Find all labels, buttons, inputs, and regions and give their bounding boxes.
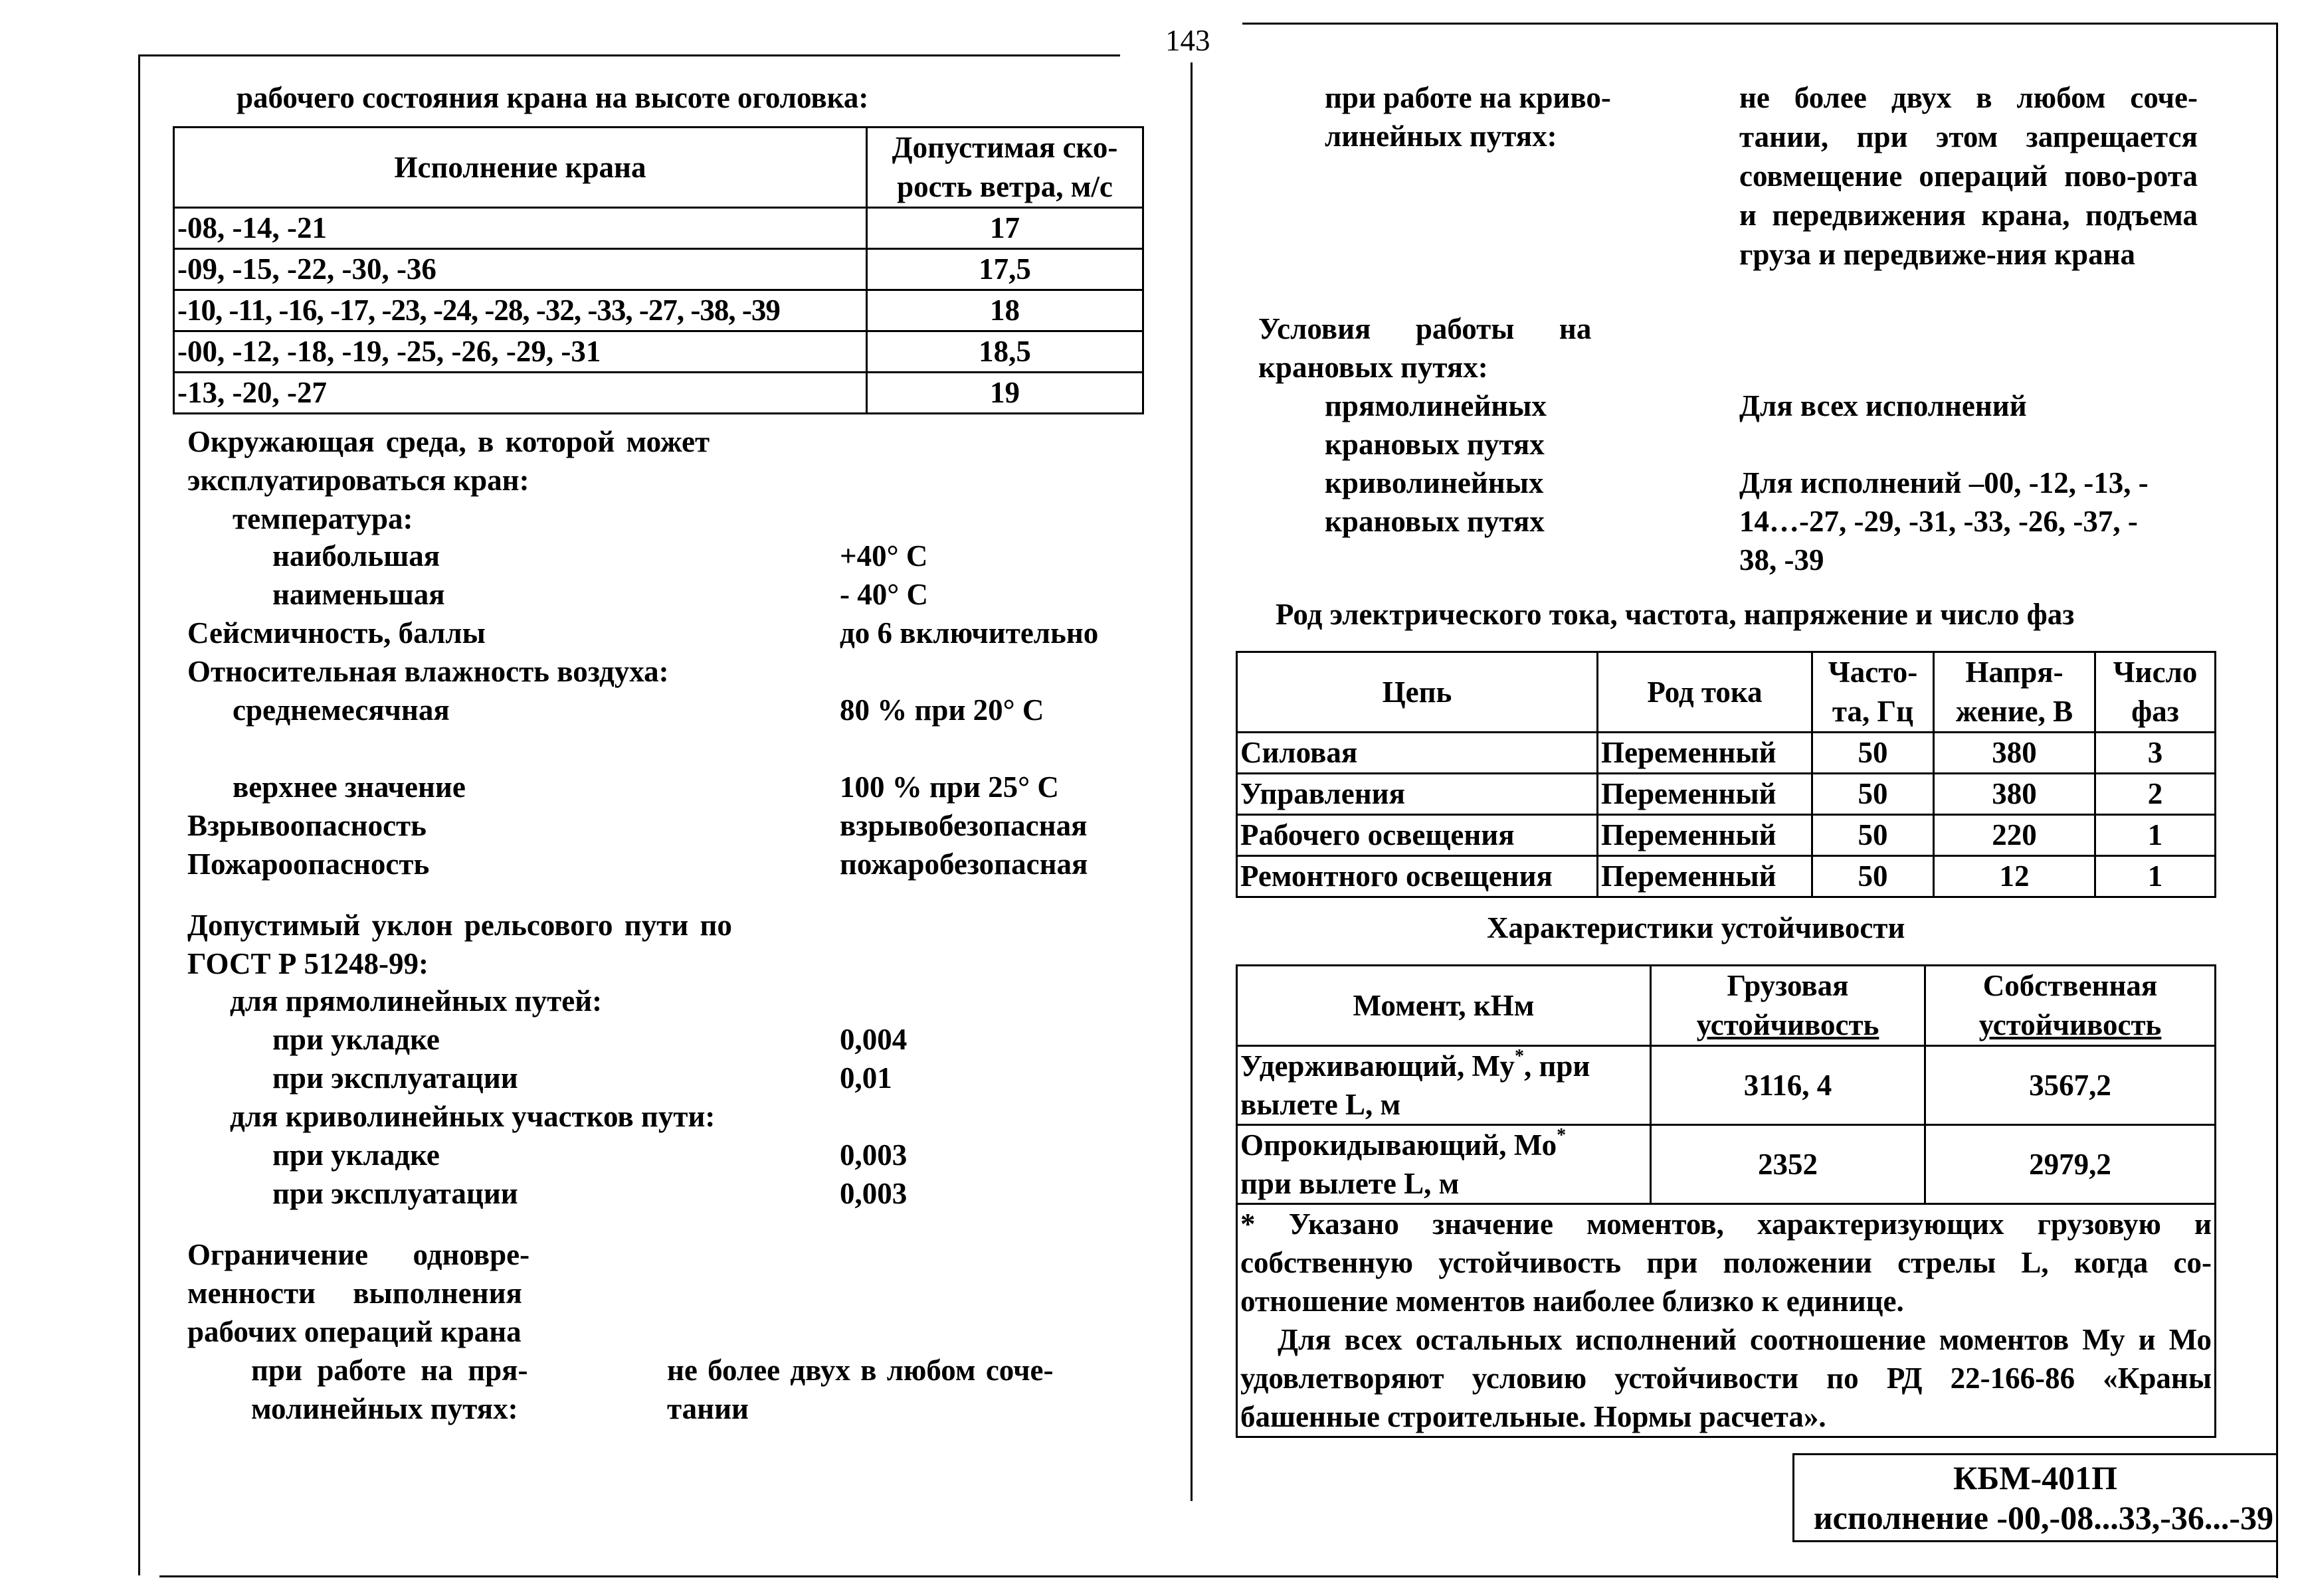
stability-header-own-2: устойчивость (1978, 1008, 2162, 1041)
straight-label: для прямолинейных путей: (230, 984, 603, 1018)
table-row (174, 331, 1143, 373)
stability-header-own-1: Собственная (1982, 969, 2158, 1002)
straight-paths-value-1: не более двух в любом соче- (667, 1354, 1054, 1387)
power-header-type: Род тока (1598, 652, 1812, 733)
overturning-own-value: 2979,2 (1925, 1125, 2216, 1204)
table-row (174, 290, 1143, 331)
power-title: Род электрического тока, частота, напряжение и число фаз (1276, 598, 2075, 631)
table-row (174, 249, 1143, 290)
retaining-moment-text: Удерживающий, Му (1240, 1049, 1515, 1083)
seismic-label: Сейсмичность, баллы (187, 616, 486, 650)
power-frequency: 50 (1812, 733, 1934, 774)
power-voltage: 220 (1934, 815, 2095, 856)
laying-1-label: при укладке (272, 1023, 440, 1056)
power-frequency: 50 (1812, 856, 1934, 897)
straight-rails-label-1: прямолинейных (1325, 389, 1547, 422)
wind-speed: 17 (867, 208, 1143, 249)
curved-rails-value-1: Для исполнений –00, -12, -13, - (1739, 466, 2149, 499)
stability-header-load (1651, 966, 1925, 1046)
operation-1-value: 0,01 (840, 1061, 892, 1095)
wind-version: -10, -11, -16, -17, -23, -24, -28, -32, -33, -27, -38, -39 (174, 290, 867, 331)
max-temp-value: +40° C (840, 539, 928, 573)
straight-paths-label-1: при работе на пря- (251, 1354, 528, 1387)
power-circuit: Управления (1237, 774, 1598, 815)
table-row (174, 208, 1143, 249)
retaining-load-value: 3116, 4 (1651, 1046, 1925, 1125)
power-voltage: 380 (1934, 774, 2095, 815)
power-voltage: 380 (1934, 733, 2095, 774)
power-phases: 2 (2095, 774, 2216, 815)
curved-rails-label-1: криволинейных (1325, 466, 1544, 499)
power-header-frequency-2: та, Гц (1832, 695, 1914, 728)
power-phases: 3 (2095, 733, 2216, 774)
conditions-label-1: Условия работы на (1258, 312, 1592, 345)
stamp-version: исполнение -00,-08...33,-36...-39 (1813, 1499, 2273, 1536)
table-row (174, 373, 1143, 414)
stability-header-load-2: устойчивость (1696, 1008, 1879, 1041)
stability-header-load-1: Грузовая (1727, 969, 1849, 1002)
straight-rails-label-2: крановых путях (1325, 428, 1545, 461)
wind-table (173, 126, 1144, 414)
wind-header-version: Исполнение крана (174, 128, 867, 208)
power-header-phases-2: фаз (2131, 695, 2179, 728)
frame-top-right (1242, 23, 2277, 25)
retaining-moment-line-1 (1240, 1047, 1643, 1085)
slope-title: Допустимый уклон рельсового пути по (187, 909, 732, 942)
wind-header-speed (867, 128, 1143, 208)
upper-value: 100 % при 25° C (840, 770, 1059, 804)
env-title: Окружающая среда, в которой может (187, 425, 710, 458)
curved-work-label-2: линейных путях: (1325, 120, 1557, 153)
wind-version: -13, -20, -27 (174, 373, 867, 414)
power-frequency: 50 (1812, 815, 1934, 856)
power-type: Переменный (1598, 774, 1812, 815)
upper-label: верхнее значение (233, 770, 466, 804)
slope-title-2: ГОСТ Р 51248-99: (187, 947, 429, 980)
env-title-2: эксплуатироваться кран: (187, 464, 529, 497)
retaining-moment-line-2: вылете L, м (1240, 1088, 1401, 1121)
wind-speed: 18,5 (867, 331, 1143, 373)
table-row (1237, 733, 2216, 774)
table-row (1237, 1125, 2216, 1204)
retaining-moment-label (1237, 1046, 1651, 1125)
operation-2-value: 0,003 (840, 1177, 908, 1210)
power-type: Переменный (1598, 733, 1812, 774)
fire-label: Пожароопасность (187, 847, 430, 881)
power-header-phases-1: Число (2113, 656, 2198, 689)
monthly-value: 80 % при 20° C (840, 693, 1044, 727)
retaining-moment-text-2: , при (1523, 1049, 1590, 1083)
table-row (1237, 815, 2216, 856)
power-header-voltage (1934, 652, 2095, 733)
max-temp-label: наибольшая (272, 539, 440, 573)
page-number: 143 (1165, 24, 1210, 57)
power-header-circuit: Цепь (1237, 652, 1598, 733)
power-circuit: Рабочего освещения (1237, 815, 1598, 856)
curved-label: для криволинейных участков пути: (230, 1100, 716, 1133)
power-type: Переменный (1598, 856, 1812, 897)
humidity-label: Относительная влажность воздуха: (187, 655, 669, 688)
laying-1-value: 0,004 (840, 1023, 908, 1056)
power-circuit: Ремонтного освещения (1237, 856, 1598, 897)
table-row (1237, 774, 2216, 815)
limit-title-3: рабочих операций крана (187, 1315, 522, 1348)
laying-2-label: при укладке (272, 1138, 440, 1172)
wind-version: -08, -14, -21 (174, 208, 867, 249)
straight-paths-label-2: молинейных путях: (251, 1392, 518, 1425)
explosion-label: Взрывоопасность (187, 809, 427, 842)
footnote-star: * (1557, 1125, 1567, 1146)
power-frequency: 50 (1812, 774, 1934, 815)
straight-rails-value: Для всех исполнений (1739, 389, 2027, 422)
stability-header-own (1925, 966, 2216, 1046)
power-table (1236, 651, 2216, 898)
curved-rails-value-2: 14…-27, -29, -31, -33, -26, -37, - (1739, 505, 2138, 538)
overturning-moment-label (1237, 1125, 1651, 1204)
operation-1-label: при эксплуатации (272, 1061, 518, 1095)
limit-title-2: менности выполнения (187, 1277, 522, 1310)
laying-2-value: 0,003 (840, 1138, 908, 1172)
frame-right (2276, 23, 2278, 1578)
stability-table (1236, 964, 2216, 1438)
overturning-moment-text: Опрокидывающий, Мо (1240, 1128, 1557, 1162)
curved-rails-label-2: крановых путях (1325, 505, 1545, 538)
stability-header-moment: Момент, кНм (1237, 966, 1651, 1046)
min-temp-label: наименьшая (272, 578, 445, 611)
power-header-frequency (1812, 652, 1934, 733)
conditions-label-2: крановых путях: (1258, 351, 1488, 384)
wind-intro: рабочего состояния крана на высоте оголовка: (237, 81, 869, 114)
explosion-value: взрывобезопасная (840, 809, 1088, 842)
temperature-label: температура: (233, 502, 413, 535)
title-stamp (1792, 1453, 2276, 1542)
power-phases: 1 (2095, 815, 2216, 856)
retaining-own-value: 3567,2 (1925, 1046, 2216, 1125)
monthly-label: среднемесячная (233, 693, 450, 727)
overturning-moment-line-2: при вылете L, м (1240, 1167, 1460, 1200)
power-voltage: 12 (1934, 856, 2095, 897)
stability-note-1: * Указано значение моментов, характеризующих грузовую и собственную устойчивость при положении стрелы L, когда со-отношение моментов наиболее близко к единице. (1240, 1207, 2212, 1318)
table-row (1237, 1204, 2216, 1437)
operation-2-label: при эксплуатации (272, 1177, 518, 1210)
wind-version: -00, -12, -18, -19, -25, -26, -29, -31 (174, 331, 867, 373)
column-divider (1191, 62, 1193, 1501)
curved-work-value: не более двух в любом соче-тании, при этом запрещается совмещение операций пово-рота и передвижения крана, подъема груза и передвиже-ния крана (1739, 81, 2198, 271)
min-temp-value: - 40° C (840, 578, 928, 611)
power-header-voltage-1: Напря- (1965, 656, 2063, 689)
table-row (1237, 856, 2216, 897)
stamp-model: КБМ-401П (1953, 1459, 2118, 1496)
table-row (1237, 1046, 2216, 1125)
stability-title: Характеристики устойчивости (1487, 911, 1905, 944)
straight-paths-value-2: тании (667, 1392, 749, 1425)
wind-speed: 17,5 (867, 249, 1143, 290)
curved-rails-value-3: 38, -39 (1739, 543, 1824, 576)
wind-speed: 19 (867, 373, 1143, 414)
stability-note-2: Для всех остальных исполнений соотношение моментов Му и Мо удовлетворяют условию устойчивости по РД 22-166-86 «Краны башенные строительные. Нормы расчета». (1240, 1323, 2212, 1433)
wind-header-speed-1: Допустимая ско- (892, 131, 1118, 164)
power-circuit: Силовая (1237, 733, 1598, 774)
limit-title-1: Ограничение одновре- (187, 1238, 530, 1271)
wind-header-speed-2: рость ветра, м/с (897, 170, 1113, 203)
power-header-phases (2095, 652, 2216, 733)
fire-value: пожаробезопасная (840, 847, 1088, 881)
frame-bottom (159, 1575, 2277, 1577)
power-type: Переменный (1598, 815, 1812, 856)
footnote-star: * (1514, 1046, 1524, 1067)
overturning-moment-line-1 (1240, 1126, 1643, 1164)
curved-work-label-1: при работе на криво- (1325, 81, 1611, 114)
seismic-value: до 6 включительно (840, 616, 1099, 650)
wind-speed: 18 (867, 290, 1143, 331)
stability-note (1237, 1204, 2216, 1437)
power-header-frequency-1: Часто- (1828, 656, 1918, 689)
power-header-voltage-2: жение, В (1955, 695, 2073, 728)
wind-version: -09, -15, -22, -30, -36 (174, 249, 867, 290)
power-phases: 1 (2095, 856, 2216, 897)
frame-top-left (138, 54, 1120, 56)
overturning-load-value: 2352 (1651, 1125, 1925, 1204)
frame-left (138, 54, 140, 1575)
